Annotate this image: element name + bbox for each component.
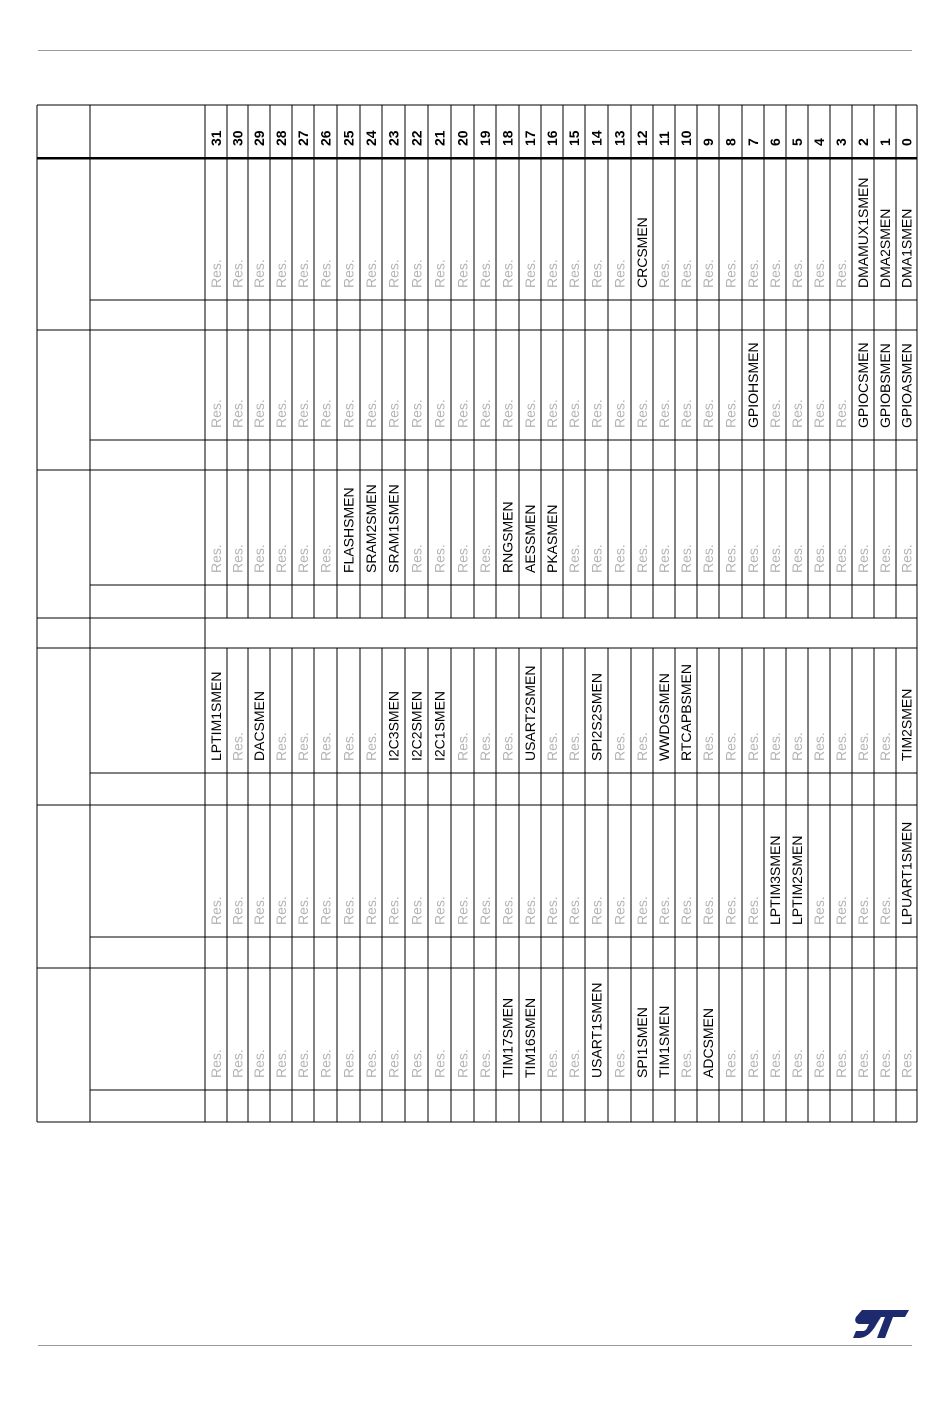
reserved-bit-label: Res. xyxy=(363,399,379,428)
bit-number: 19 xyxy=(477,130,493,146)
reserved-bit-label: Res. xyxy=(767,732,783,761)
reserved-bit-label: Res. xyxy=(611,544,628,573)
reserved-bit-label: Res. xyxy=(588,399,605,428)
reserved-bit-label: Res. xyxy=(855,544,871,573)
bit-number: 9 xyxy=(700,138,716,146)
bit-number: 20 xyxy=(454,130,471,146)
reserved-bit-label: Res. xyxy=(295,732,311,761)
reserved-bit-label: Res. xyxy=(811,259,827,288)
reserved-bit-label: Res. xyxy=(385,259,402,288)
reserved-bit-label: Res. xyxy=(767,399,783,428)
reserved-bit-label: Res. xyxy=(208,259,224,288)
field-name: GPIOBSMEN xyxy=(877,343,893,428)
reserved-bit-label: Res. xyxy=(408,259,425,288)
reserved-bit-label: Res. xyxy=(251,1049,267,1078)
reserved-bit-label: Res. xyxy=(811,1049,827,1078)
bit-number: 16 xyxy=(544,130,560,146)
reserved-bit-label: Res. xyxy=(454,732,471,761)
field-name: LPTIM3SMEN xyxy=(767,835,783,925)
reserved-bit-label: Res. xyxy=(295,1049,311,1078)
reserved-bit-label: Res. xyxy=(229,544,246,573)
reserved-bit-label: Res. xyxy=(317,399,334,428)
reserved-bit-label: Res. xyxy=(877,732,893,761)
reserved-bit-label: Res. xyxy=(454,399,471,428)
reserved-bit-label: Res. xyxy=(363,259,379,288)
reserved-bit-label: Res. xyxy=(877,896,893,925)
reserved-bit-label: Res. xyxy=(656,896,672,925)
reserved-bit-label: Res. xyxy=(208,399,224,428)
reserved-bit-label: Res. xyxy=(385,1049,402,1078)
reserved-bit-label: Res. xyxy=(700,259,716,288)
reserved-bit-label: Res. xyxy=(408,544,425,573)
bit-number: 17 xyxy=(522,130,538,146)
reserved-bit-label: Res. xyxy=(811,544,827,573)
reserved-bit-label: Res. xyxy=(789,732,805,761)
bit-number: 25 xyxy=(340,130,357,146)
reserved-bit-label: Res. xyxy=(656,544,672,573)
reserved-bit-label: Res. xyxy=(656,259,672,288)
reserved-bit-label: Res. xyxy=(317,259,334,288)
reserved-bit-label: Res. xyxy=(363,896,379,925)
bit-number: 27 xyxy=(295,130,311,146)
field-name: GPIOASMEN xyxy=(898,343,915,428)
reserved-bit-label: Res. xyxy=(588,896,605,925)
reserved-bit-label: Res. xyxy=(634,544,650,573)
reserved-bit-label: Res. xyxy=(477,1049,493,1078)
reserved-bit-label: Res. xyxy=(251,259,267,288)
reserved-bit-label: Res. xyxy=(722,896,739,925)
reserved-bit-label: Res. xyxy=(722,1049,739,1078)
reserved-bit-label: Res. xyxy=(656,399,672,428)
field-name: SRAM1SMEN xyxy=(385,484,402,573)
field-name: LPUART1SMEN xyxy=(898,821,915,925)
reserved-bit-label: Res. xyxy=(722,544,739,573)
reserved-bit-label: Res. xyxy=(340,259,357,288)
reserved-bit-label: Res. xyxy=(454,896,471,925)
bit-number: 15 xyxy=(566,130,582,146)
reserved-bit-label: Res. xyxy=(340,896,357,925)
reserved-bit-label: Res. xyxy=(700,544,716,573)
reserved-bit-label: Res. xyxy=(522,399,538,428)
bit-number: 18 xyxy=(499,130,516,146)
bit-number: 21 xyxy=(431,130,448,146)
reserved-bit-label: Res. xyxy=(317,896,334,925)
reserved-bit-label: Res. xyxy=(745,1049,761,1078)
reserved-bit-label: Res. xyxy=(767,259,783,288)
reserved-bit-label: Res. xyxy=(678,544,694,573)
reserved-bit-label: Res. xyxy=(566,896,582,925)
reserved-bit-label: Res. xyxy=(833,259,849,288)
bit-number: 31 xyxy=(208,130,224,146)
reserved-bit-label: Res. xyxy=(898,544,915,573)
bit-number: 12 xyxy=(634,130,650,146)
reserved-bit-label: Res. xyxy=(811,399,827,428)
bit-number: 14 xyxy=(588,130,605,146)
reserved-bit-label: Res. xyxy=(251,399,267,428)
bit-number: 3 xyxy=(833,138,849,146)
reserved-bit-label: Res. xyxy=(431,1049,448,1078)
field-name: I2C2SMEN xyxy=(408,690,425,761)
reserved-bit-label: Res. xyxy=(340,732,357,761)
bit-number: 10 xyxy=(678,130,694,146)
field-name: TIM17SMEN xyxy=(499,997,516,1078)
reserved-bit-label: Res. xyxy=(477,896,493,925)
reserved-bit-label: Res. xyxy=(566,399,582,428)
reserved-bit-label: Res. xyxy=(208,544,224,573)
bit-number: 6 xyxy=(767,138,783,146)
reserved-bit-label: Res. xyxy=(385,896,402,925)
reserved-bit-label: Res. xyxy=(317,544,334,573)
reserved-bit-label: Res. xyxy=(431,896,448,925)
reserved-bit-label: Res. xyxy=(544,399,560,428)
reserved-bit-label: Res. xyxy=(611,1049,628,1078)
field-name: TIM2SMEN xyxy=(898,688,915,761)
reserved-bit-label: Res. xyxy=(789,399,805,428)
reserved-bit-label: Res. xyxy=(745,259,761,288)
reserved-bit-label: Res. xyxy=(811,732,827,761)
reserved-bit-label: Res. xyxy=(634,732,650,761)
reserved-bit-label: Res. xyxy=(566,1049,582,1078)
reserved-bit-label: Res. xyxy=(678,259,694,288)
bit-number: 8 xyxy=(722,138,739,146)
reserved-bit-label: Res. xyxy=(340,399,357,428)
reserved-bit-label: Res. xyxy=(544,732,560,761)
field-name: ADCSMEN xyxy=(700,1007,716,1078)
bit-number: 28 xyxy=(273,130,289,146)
reserved-bit-label: Res. xyxy=(229,259,246,288)
reserved-bit-label: Res. xyxy=(855,1049,871,1078)
field-name: TIM16SMEN xyxy=(522,997,538,1078)
reserved-bit-label: Res. xyxy=(522,896,538,925)
reserved-bit-label: Res. xyxy=(477,259,493,288)
field-name: USART2SMEN xyxy=(522,665,538,761)
reserved-bit-label: Res. xyxy=(700,732,716,761)
reserved-bit-label: Res. xyxy=(208,1049,224,1078)
reserved-bit-label: Res. xyxy=(363,732,379,761)
reserved-bit-label: Res. xyxy=(722,732,739,761)
reserved-bit-label: Res. xyxy=(588,544,605,573)
bit-number: 30 xyxy=(229,130,246,146)
reserved-bit-label: Res. xyxy=(833,732,849,761)
reserved-bit-label: Res. xyxy=(544,1049,560,1078)
reserved-bit-label: Res. xyxy=(408,896,425,925)
reserved-bit-label: Res. xyxy=(363,1049,379,1078)
reserved-bit-label: Res. xyxy=(431,399,448,428)
reserved-bit-label: Res. xyxy=(877,1049,893,1078)
reserved-bit-label: Res. xyxy=(566,544,582,573)
st-logo xyxy=(852,1309,910,1339)
field-name: SPI2S2SMEN xyxy=(588,673,605,761)
field-name: DMAMUX1SMEN xyxy=(855,177,871,288)
reserved-bit-label: Res. xyxy=(678,1049,694,1078)
reserved-bit-label: Res. xyxy=(522,259,538,288)
bit-number: 24 xyxy=(363,130,379,146)
bit-number: 23 xyxy=(385,130,402,146)
field-name: USART1SMEN xyxy=(588,982,605,1078)
reserved-bit-label: Res. xyxy=(295,399,311,428)
reserved-bit-label: Res. xyxy=(833,1049,849,1078)
bit-number: 22 xyxy=(408,130,425,146)
reserved-bit-label: Res. xyxy=(833,896,849,925)
reserved-bit-label: Res. xyxy=(431,259,448,288)
reserved-bit-label: Res. xyxy=(634,399,650,428)
reserved-bit-label: Res. xyxy=(431,544,448,573)
reserved-bit-label: Res. xyxy=(229,732,246,761)
field-name: RNGSMEN xyxy=(499,501,516,573)
reserved-bit-label: Res. xyxy=(722,259,739,288)
reserved-bit-label: Res. xyxy=(251,896,267,925)
field-name: DACSMEN xyxy=(251,690,267,761)
reserved-bit-label: Res. xyxy=(588,259,605,288)
field-name: LPTIM1SMEN xyxy=(208,671,224,761)
reserved-bit-label: Res. xyxy=(898,1049,915,1078)
reserved-bit-label: Res. xyxy=(499,896,516,925)
reserved-bit-label: Res. xyxy=(295,259,311,288)
reserved-bit-label: Res. xyxy=(229,399,246,428)
reserved-bit-label: Res. xyxy=(566,259,582,288)
bit-number: 13 xyxy=(611,130,628,146)
reserved-bit-label: Res. xyxy=(499,259,516,288)
field-name: I2C1SMEN xyxy=(431,690,448,761)
reserved-bit-label: Res. xyxy=(789,544,805,573)
reserved-bit-label: Res. xyxy=(273,259,289,288)
reserved-bit-label: Res. xyxy=(499,732,516,761)
reserved-bit-label: Res. xyxy=(833,544,849,573)
reserved-bit-label: Res. xyxy=(544,259,560,288)
field-name: AESSMEN xyxy=(522,504,538,573)
reserved-bit-label: Res. xyxy=(477,732,493,761)
reserved-bit-label: Res. xyxy=(745,544,761,573)
reserved-bit-label: Res. xyxy=(477,544,493,573)
reserved-bit-label: Res. xyxy=(611,896,628,925)
field-name: GPIOHSMEN xyxy=(745,342,761,428)
reserved-bit-label: Res. xyxy=(745,896,761,925)
reserved-bit-label: Res. xyxy=(408,399,425,428)
bit-number: 0 xyxy=(898,138,915,146)
field-name: SPI1SMEN xyxy=(634,1007,650,1078)
field-name: I2C3SMEN xyxy=(385,690,402,761)
reserved-bit-label: Res. xyxy=(678,896,694,925)
reserved-bit-label: Res. xyxy=(611,732,628,761)
bit-number: 7 xyxy=(745,138,761,146)
bit-number: 1 xyxy=(877,138,893,146)
reserved-bit-label: Res. xyxy=(722,399,739,428)
reserved-bit-label: Res. xyxy=(251,544,267,573)
field-name: SRAM2SMEN xyxy=(363,484,379,573)
reserved-bit-label: Res. xyxy=(317,1049,334,1078)
reserved-bit-label: Res. xyxy=(229,1049,246,1078)
reserved-bit-label: Res. xyxy=(295,896,311,925)
field-name: RTCAPBSMEN xyxy=(678,664,694,761)
reserved-bit-label: Res. xyxy=(385,399,402,428)
reserved-bit-label: Res. xyxy=(566,732,582,761)
reserved-bit-label: Res. xyxy=(208,896,224,925)
reserved-bit-label: Res. xyxy=(340,1049,357,1078)
reserved-bit-label: Res. xyxy=(611,399,628,428)
reserved-bit-label: Res. xyxy=(454,259,471,288)
reserved-bit-label: Res. xyxy=(678,399,694,428)
reserved-bit-label: Res. xyxy=(229,896,246,925)
reserved-bit-label: Res. xyxy=(544,896,560,925)
reserved-bit-label: Res. xyxy=(611,259,628,288)
reserved-bit-label: Res. xyxy=(767,544,783,573)
reserved-bit-label: Res. xyxy=(499,399,516,428)
reserved-bit-label: Res. xyxy=(454,1049,471,1078)
reserved-bit-label: Res. xyxy=(408,1049,425,1078)
reserved-bit-label: Res. xyxy=(855,732,871,761)
reserved-bit-label: Res. xyxy=(634,896,650,925)
reserved-bit-label: Res. xyxy=(767,1049,783,1078)
reserved-bit-label: Res. xyxy=(273,399,289,428)
reserved-bit-label: Res. xyxy=(789,259,805,288)
footer-rule xyxy=(38,1345,912,1346)
reserved-bit-label: Res. xyxy=(745,732,761,761)
reserved-bit-label: Res. xyxy=(477,399,493,428)
reserved-bit-label: Res. xyxy=(789,1049,805,1078)
reserved-bit-label: Res. xyxy=(317,732,334,761)
reserved-bit-label: Res. xyxy=(273,1049,289,1078)
reserved-bit-label: Res. xyxy=(877,544,893,573)
bit-number: 11 xyxy=(656,131,672,146)
bit-number: 29 xyxy=(251,130,267,146)
reserved-bit-label: Res. xyxy=(855,896,871,925)
bit-number: 4 xyxy=(811,138,827,146)
reserved-bit-label: Res. xyxy=(273,544,289,573)
reserved-bit-label: Res. xyxy=(700,896,716,925)
reserved-bit-label: Res. xyxy=(273,896,289,925)
reserved-bit-label: Res. xyxy=(700,399,716,428)
field-name: DMA2SMEN xyxy=(877,208,893,288)
reserved-bit-label: Res. xyxy=(454,544,471,573)
reserved-bit-label: Res. xyxy=(811,896,827,925)
bit-number: 2 xyxy=(855,138,871,146)
field-name: GPIOCSMEN xyxy=(855,342,871,428)
field-name: WWDGSMEN xyxy=(656,673,672,761)
reserved-bit-label: Res. xyxy=(273,732,289,761)
field-name: TIM1SMEN xyxy=(656,1005,672,1078)
reserved-bit-label: Res. xyxy=(295,544,311,573)
field-name: LPTIM2SMEN xyxy=(789,835,805,925)
bit-number: 5 xyxy=(789,138,805,146)
bit-number: 26 xyxy=(317,130,334,146)
reserved-bit-label: Res. xyxy=(833,399,849,428)
field-name: DMA1SMEN xyxy=(898,208,915,288)
field-name: PKASMEN xyxy=(544,504,560,573)
field-name: CRCSMEN xyxy=(634,217,650,288)
field-name: FLASHSMEN xyxy=(340,487,357,573)
